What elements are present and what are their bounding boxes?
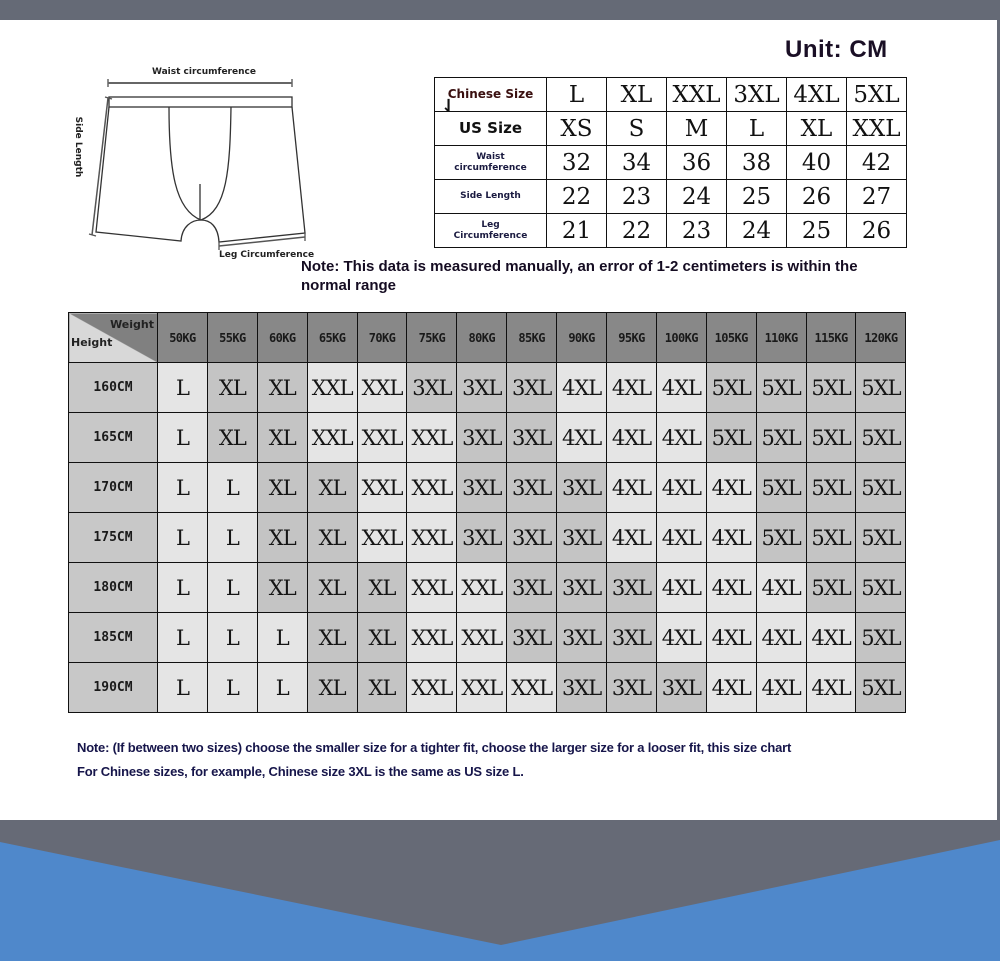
size-cell: L xyxy=(257,663,307,713)
size-cell: XXL xyxy=(457,563,507,613)
size-cell: 5XL xyxy=(756,413,806,463)
top-band xyxy=(0,0,1000,20)
size-cell: 5XL xyxy=(856,413,906,463)
waist-label: Waist circumference xyxy=(152,67,256,77)
side-length-row-label xyxy=(435,180,547,214)
size-cell: L xyxy=(207,563,257,613)
size-cell: 4XL xyxy=(706,613,756,663)
measure-cell: 24 xyxy=(727,214,787,248)
weight-header-cell: 85KG xyxy=(507,313,557,363)
weight-header-cell: 105KG xyxy=(706,313,756,363)
size-cell: L xyxy=(158,663,208,713)
us-size-cell: XS xyxy=(547,112,607,146)
leg-row-label-line2: Circumference xyxy=(453,230,528,241)
measure-cell: 36 xyxy=(667,146,727,180)
size-cell: 3XL xyxy=(607,663,657,713)
weight-header-cell: 120KG xyxy=(856,313,906,363)
size-cell: 4XL xyxy=(756,663,806,713)
leg-row xyxy=(435,214,907,248)
bottom-chevron-decoration xyxy=(0,820,1000,961)
us-size-cell: XXL xyxy=(847,112,907,146)
size-cell: 5XL xyxy=(756,363,806,413)
size-cell: 5XL xyxy=(856,363,906,413)
height-label: 190CM xyxy=(69,663,158,713)
size-cell: 4XL xyxy=(607,463,657,513)
size-cell: XXL xyxy=(357,513,407,563)
height-label: 175CM xyxy=(69,513,158,563)
chinese-size-cell: 5XL xyxy=(847,78,907,112)
weight-header-cell: 50KG xyxy=(158,313,208,363)
size-cell: L xyxy=(158,413,208,463)
side-length-row-label-line1: Side Length xyxy=(460,191,521,201)
size-cell: 4XL xyxy=(806,663,856,713)
size-cell: XL xyxy=(207,363,257,413)
weight-header-cell: 70KG xyxy=(357,313,407,363)
measure-cell: 34 xyxy=(607,146,667,180)
size-cell: L xyxy=(257,613,307,663)
size-cell: 3XL xyxy=(507,413,557,463)
measure-cell: 42 xyxy=(847,146,907,180)
measure-cell: 24 xyxy=(667,180,727,214)
measure-cell: 26 xyxy=(847,214,907,248)
size-cell: XL xyxy=(257,363,307,413)
height-label: 165CM xyxy=(69,413,158,463)
size-cell: XXL xyxy=(407,613,457,663)
size-cell: XL xyxy=(307,613,357,663)
measure-cell: 23 xyxy=(607,180,667,214)
size-cell: XL xyxy=(357,613,407,663)
size-cell: XL xyxy=(307,563,357,613)
height-row xyxy=(69,563,906,613)
measure-cell: 26 xyxy=(787,180,847,214)
leg-row-label-line1: Leg xyxy=(481,219,500,230)
weight-header-cell: 90KG xyxy=(557,313,607,363)
side-length-row xyxy=(435,180,907,214)
size-cell: 4XL xyxy=(607,363,657,413)
size-cell: 5XL xyxy=(806,463,856,513)
size-cell: 4XL xyxy=(557,363,607,413)
size-cell: XXL xyxy=(407,513,457,563)
size-cell: L xyxy=(158,613,208,663)
height-label: 160CM xyxy=(69,363,158,413)
size-cell: XL xyxy=(307,663,357,713)
size-cell: 3XL xyxy=(457,513,507,563)
size-cell: 4XL xyxy=(706,563,756,613)
weight-header-cell: 115KG xyxy=(806,313,856,363)
size-cell: XL xyxy=(307,513,357,563)
size-cell: 3XL xyxy=(457,463,507,513)
size-cell: 4XL xyxy=(557,413,607,463)
weight-header-cell: 110KG xyxy=(756,313,806,363)
weight-header-cell: 60KG xyxy=(257,313,307,363)
weight-header-cell: 75KG xyxy=(407,313,457,363)
height-row xyxy=(69,613,906,663)
size-cell: 3XL xyxy=(557,513,607,563)
waist-row-label-line1: Waist xyxy=(476,151,505,162)
weight-header-cell: 65KG xyxy=(307,313,357,363)
height-row xyxy=(69,513,906,563)
size-cell: XL xyxy=(207,413,257,463)
chinese-size-cell: 4XL xyxy=(787,78,847,112)
size-chart-table xyxy=(68,312,906,713)
size-cell: XXL xyxy=(357,363,407,413)
size-cell: XXL xyxy=(307,413,357,463)
size-cell: XXL xyxy=(407,563,457,613)
measurement-table xyxy=(434,77,907,248)
waist-row xyxy=(435,146,907,180)
down-arrows-icon: ⇃ xyxy=(441,96,457,117)
size-cell: 5XL xyxy=(806,363,856,413)
size-cell: 5XL xyxy=(856,563,906,613)
size-cell: L xyxy=(158,463,208,513)
waist-row-label-line2: circumference xyxy=(454,162,527,173)
size-cell: 5XL xyxy=(806,563,856,613)
size-cell: L xyxy=(207,513,257,563)
size-cell: L xyxy=(158,363,208,413)
underwear-diagram xyxy=(70,60,320,270)
size-cell: 3XL xyxy=(457,413,507,463)
size-cell: XXL xyxy=(357,413,407,463)
chinese-size-cell: XL xyxy=(607,78,667,112)
size-cell: XL xyxy=(257,513,307,563)
size-cell: 5XL xyxy=(706,363,756,413)
size-cell: XXL xyxy=(457,663,507,713)
measurement-note: Note: This data is measured manually, an error of 1-2 centimeters is within the normal range xyxy=(301,258,858,294)
size-cell: 3XL xyxy=(557,663,607,713)
height-row xyxy=(69,363,906,413)
size-cell: 3XL xyxy=(607,613,657,663)
chinese-size-cell: L xyxy=(547,78,607,112)
size-advice-line2: For Chinese sizes, for example, Chinese size 3XL is the same as US size L. xyxy=(77,764,524,779)
size-cell: XXL xyxy=(507,663,557,713)
size-cell: 4XL xyxy=(656,463,706,513)
size-cell: XXL xyxy=(307,363,357,413)
size-cell: 4XL xyxy=(706,463,756,513)
size-cell: XL xyxy=(257,413,307,463)
size-cell: XL xyxy=(257,463,307,513)
us-size-cell: M xyxy=(667,112,727,146)
measure-cell: 23 xyxy=(667,214,727,248)
size-cell: 4XL xyxy=(656,563,706,613)
size-cell: 4XL xyxy=(656,613,706,663)
side-length-label: Side Length xyxy=(73,116,83,178)
chinese-size-cell: 3XL xyxy=(727,78,787,112)
measure-cell: 32 xyxy=(547,146,607,180)
size-cell: XL xyxy=(357,663,407,713)
measure-cell: 27 xyxy=(847,180,907,214)
size-cell: XL xyxy=(307,463,357,513)
size-cell: 5XL xyxy=(856,513,906,563)
size-cell: 4XL xyxy=(656,513,706,563)
waist-row-label xyxy=(435,146,547,180)
measure-cell: 25 xyxy=(727,180,787,214)
height-row xyxy=(69,663,906,713)
us-size-cell: XL xyxy=(787,112,847,146)
size-advice-note xyxy=(77,736,937,784)
us-size-cell: L xyxy=(727,112,787,146)
size-cell: 5XL xyxy=(806,513,856,563)
measure-cell: 25 xyxy=(787,214,847,248)
weight-header-cell: 55KG xyxy=(207,313,257,363)
boxer-outline-icon xyxy=(70,60,320,270)
size-cell: XXL xyxy=(457,613,507,663)
height-label: 180CM xyxy=(69,563,158,613)
size-cell: 3XL xyxy=(656,663,706,713)
size-cell: 4XL xyxy=(756,563,806,613)
size-cell: 5XL xyxy=(856,613,906,663)
size-advice-line1: Note: (If between two sizes) choose the smaller size for a tighter fit, choose the larger size for a looser fit, this size chart xyxy=(77,740,792,755)
us-size-label: US Size xyxy=(435,112,547,146)
size-cell: XXL xyxy=(357,463,407,513)
weight-header-cell: 80KG xyxy=(457,313,507,363)
size-cell: 4XL xyxy=(607,413,657,463)
size-cell: 5XL xyxy=(856,463,906,513)
size-cell: 4XL xyxy=(706,513,756,563)
size-cell: 3XL xyxy=(507,363,557,413)
size-cell: XXL xyxy=(407,663,457,713)
chinese-size-row xyxy=(435,78,907,112)
height-label: 170CM xyxy=(69,463,158,513)
size-cell: XL xyxy=(257,563,307,613)
size-cell: 3XL xyxy=(557,613,607,663)
corner-header xyxy=(69,313,158,363)
height-label: 185CM xyxy=(69,613,158,663)
size-cell: 4XL xyxy=(656,363,706,413)
size-cell: 5XL xyxy=(856,663,906,713)
chinese-size-label: Chinese Size xyxy=(447,87,534,101)
size-cell: 5XL xyxy=(756,513,806,563)
size-cell: 3XL xyxy=(507,613,557,663)
measure-cell: 40 xyxy=(787,146,847,180)
chinese-size-header xyxy=(435,78,547,117)
measure-cell: 21 xyxy=(547,214,607,248)
height-row xyxy=(69,413,906,463)
us-size-row xyxy=(435,112,907,146)
size-cell: 5XL xyxy=(706,413,756,463)
size-cell: L xyxy=(207,463,257,513)
size-cell: 5XL xyxy=(756,463,806,513)
size-cell: 5XL xyxy=(806,413,856,463)
size-cell: 3XL xyxy=(507,463,557,513)
size-cell: XL xyxy=(357,563,407,613)
height-row xyxy=(69,463,906,513)
unit-label: Unit: CM xyxy=(785,36,888,63)
size-cell: L xyxy=(207,613,257,663)
size-cell: 3XL xyxy=(507,563,557,613)
size-cell: L xyxy=(207,663,257,713)
chinese-size-cell: XXL xyxy=(667,78,727,112)
size-cell: 4XL xyxy=(656,413,706,463)
size-cell: 3XL xyxy=(557,563,607,613)
measure-cell: 38 xyxy=(727,146,787,180)
size-cell: 4XL xyxy=(706,663,756,713)
size-cell: 3XL xyxy=(457,363,507,413)
size-cell: 4XL xyxy=(607,513,657,563)
measure-cell: 22 xyxy=(607,214,667,248)
size-cell: 3XL xyxy=(407,363,457,413)
size-cell: L xyxy=(158,563,208,613)
weight-header-row xyxy=(69,313,906,363)
size-cell: 3XL xyxy=(607,563,657,613)
size-cell: 3XL xyxy=(557,463,607,513)
leg-circumference-label: Leg Circumference xyxy=(219,250,315,260)
corner-weight-label: Weight xyxy=(110,318,154,331)
weight-header-cell: 95KG xyxy=(607,313,657,363)
measure-cell: 22 xyxy=(547,180,607,214)
size-cell: XXL xyxy=(407,463,457,513)
leg-row-label xyxy=(435,214,547,248)
size-cell: XXL xyxy=(407,413,457,463)
size-cell: L xyxy=(158,513,208,563)
size-cell: 4XL xyxy=(806,613,856,663)
corner-height-label: Height xyxy=(71,336,113,349)
us-size-cell: S xyxy=(607,112,667,146)
weight-header-cell: 100KG xyxy=(656,313,706,363)
size-cell: 4XL xyxy=(756,613,806,663)
size-cell: 3XL xyxy=(507,513,557,563)
